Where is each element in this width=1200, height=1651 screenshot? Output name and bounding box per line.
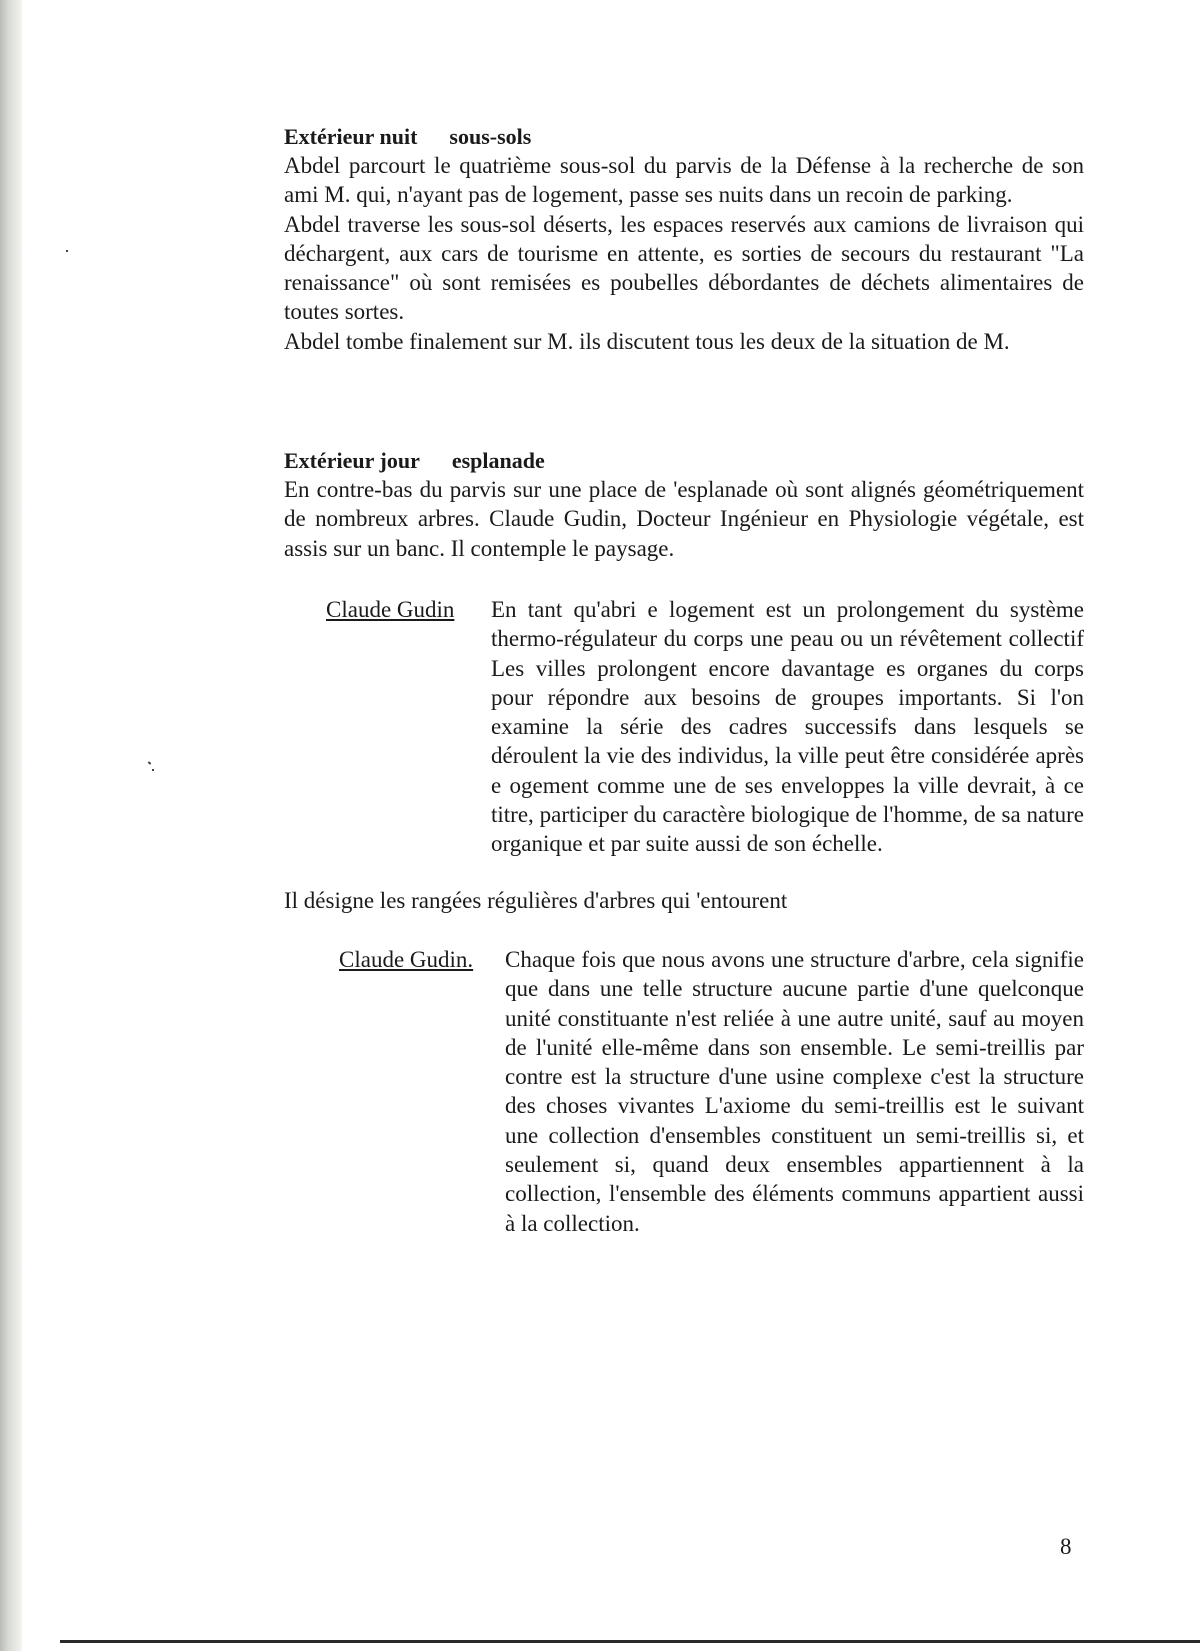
action-paragraph: En contre-bas du parvis sur une place de 'esplanade où sont alignés géométriquement de nombreux arbres. Claude Gudin, Docteur Ingénieur en Physiologie végétale, est assis sur un banc. Il contemple le paysage. [284, 477, 1084, 561]
dialogue-block [339, 945, 1084, 1238]
scan-bottom-edge [60, 1640, 1200, 1643]
dialogue-block [326, 595, 1084, 859]
scene-heading-location: esplanade [451, 448, 545, 474]
action-paragraph: Abdel parcourt le quatrième sous-sol du parvis de la Défense à la recherche de son ami M. qui, n'ayant pas de logement, passe ses nuits dans un recoin de parking. [284, 153, 1084, 208]
speaker-name: Claude Gudin. [339, 946, 474, 972]
scene-night-basement [284, 122, 1084, 356]
action-paragraph: Abdel traverse les sous-sol déserts, les espaces reservés aux camions de livraison qui déchargent, aux cars de tourisme en attente, es sorties de secours du restaurant "La renaissance" où sont remisées es poubelles débordantes de déchets alimentaires de toutes sortes. [284, 211, 1084, 325]
scene-heading [284, 446, 1084, 475]
scene-heading-location: sous-sols [449, 124, 532, 149]
action-paragraph: Abdel tombe finalement sur M. ils discutent tous les deux de la situation de M. [284, 328, 1010, 354]
stage-direction: Il désigne les rangées régulières d'arbres qui 'entourent [284, 887, 788, 913]
scene-heading-setting: Extérieur nuit [284, 124, 418, 149]
page-number: 8 [1060, 1534, 1072, 1559]
scan-speck [66, 250, 68, 252]
scan-speck [152, 769, 154, 771]
scene-heading [284, 122, 1084, 151]
dialogue-text: En tant qu'abri e logement est un prolongement du système thermo-régulateur du corps une peau ou un révêtement collectif Les villes prolongent encore davantage es organes du corps pour répondre aux besoins de groupes importants. Si l'on examine la série des cadres successifs dans lesquels se déroulent la vie des individus, la ville peut être considérée après e ogement comme une de ses enveloppes la ville devrait, à ce titre, participer du caractère biologique de l'homme, de sa nature organique et par suite aussi de son échelle. [491, 596, 1084, 857]
scan-left-edge [0, 0, 22, 1651]
dialogue-text: Chaque fois que nous avons une structure d'arbre, cela signifie que dans une telle structure aucune partie d'une quelconque unité constituante n'est reliée à une autre unité, sauf au moyen de l'unité elle-même dans son ensemble. Le semi-treillis par contre est la structure d'une usine complexe c'est la structure des choses vivantes L'axiome du semi-treillis est le suivant une collection d'ensembles constituent un semi-treillis si, et seulement si, quand deux ensembles appartiennent à la collection, l'ensemble des éléments communs appartient aussi à la collection. [505, 946, 1084, 1236]
speaker-name: Claude Gudin [326, 596, 455, 622]
scene-heading-setting: Extérieur jour [284, 448, 420, 474]
document-page [284, 122, 1084, 1238]
scan-speck [148, 761, 152, 764]
scene-day-esplanade [284, 446, 1084, 1238]
